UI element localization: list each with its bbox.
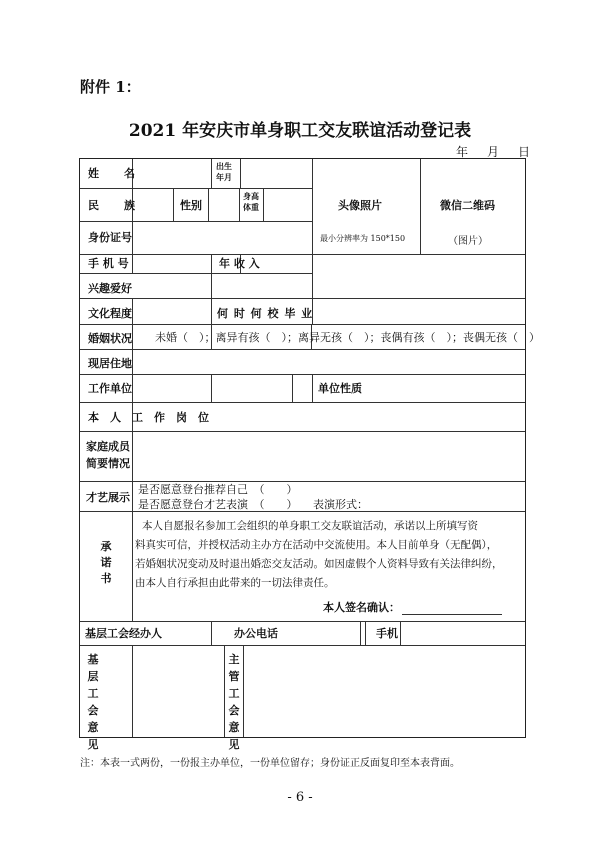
employer-type-label: 单位性质 [318, 382, 362, 395]
union-contact-label: 基层工会经办人 [85, 627, 162, 640]
talent-line-1: 是否愿意登台推荐自己 （ ） [138, 483, 298, 496]
wechat-label: 微信二维码 [440, 199, 495, 212]
family-label-1: 家庭成员 [86, 440, 130, 453]
talent-label: 才艺展示 [86, 491, 130, 504]
date-day-label: 日 [518, 145, 532, 159]
superior-opinion-label: 主管工会意见 [228, 653, 240, 751]
family-label-2: 简要情况 [86, 457, 130, 470]
attachment-label: 附件 1： [80, 78, 141, 96]
form-title: 2021 年安庆市单身职工交友联谊活动登记表 [128, 121, 472, 141]
pledge-text-1: 本人自愿报名参加工会组织的单身职工交友联谊活动，承诺以上所填写资 [142, 520, 478, 532]
pledge-text-2: 料真实可信，并授权活动主办方在活动中交流使用。本人目前单身（无配偶）， [135, 539, 498, 551]
wechat-note: （图片） [448, 236, 488, 247]
phone-label: 手 机 号 [88, 257, 129, 270]
office-phone-label: 办公电话 [234, 627, 278, 640]
page-number: - 6 - [287, 790, 313, 805]
address-label: 现居住地 [88, 357, 132, 370]
income-label: 年 收 入 [219, 257, 260, 270]
education-label: 文化程度 [88, 307, 132, 320]
position-label: 本 人 工 作 岗 位 [88, 411, 209, 424]
gender-label: 性别 [180, 199, 202, 212]
marital-label: 婚姻状况 [88, 332, 132, 345]
date-month-label: 月 [487, 145, 501, 159]
pledge-text-3: 若婚姻状况变动及时退出婚恋交友活动。如因虚假个人资料导致有关法律纠纷， [135, 558, 503, 570]
mobile-label: 手机 [376, 627, 398, 640]
ethnicity-label: 民 族 [88, 199, 136, 212]
talent-form-label: 表演形式： [313, 498, 368, 511]
talent-line-2: 是否愿意登台才艺表演 （ ） [138, 498, 298, 511]
hobby-label: 兴趣爱好 [88, 282, 132, 295]
height-weight-label: 身高体重 [243, 191, 259, 212]
footnote: 注：本表一式两份，一份报主办单位，一份单位留存；身份证正反面复印至本表背面。 [80, 758, 460, 769]
pledge-text-4: 由本人自行承担由此带来的一切法律责任。 [135, 577, 335, 589]
marital-options: 未婚（ ）；离异有孩（ ）；离异无孩（ ）；丧偶有孩（ ）；丧偶无孩（ ） [155, 331, 540, 344]
name-label: 姓 名 [88, 167, 136, 180]
registration-form [79, 158, 540, 751]
pledge-label: 承诺书 [100, 540, 112, 585]
photo-note: 最小分辨率为 150*150 [320, 234, 406, 243]
date-year-label: 年 [456, 145, 470, 159]
id-label: 身份证号 [88, 231, 132, 244]
signature-label: 本人签名确认： [323, 601, 400, 614]
birth-label: 出生年月 [216, 161, 232, 182]
photo-label: 头像照片 [338, 199, 382, 212]
graduation-label: 何 时 何 校 毕 业 [217, 307, 314, 320]
grassroots-opinion-label: 基层工会意见 [87, 653, 99, 751]
employer-label: 工作单位 [88, 382, 132, 395]
